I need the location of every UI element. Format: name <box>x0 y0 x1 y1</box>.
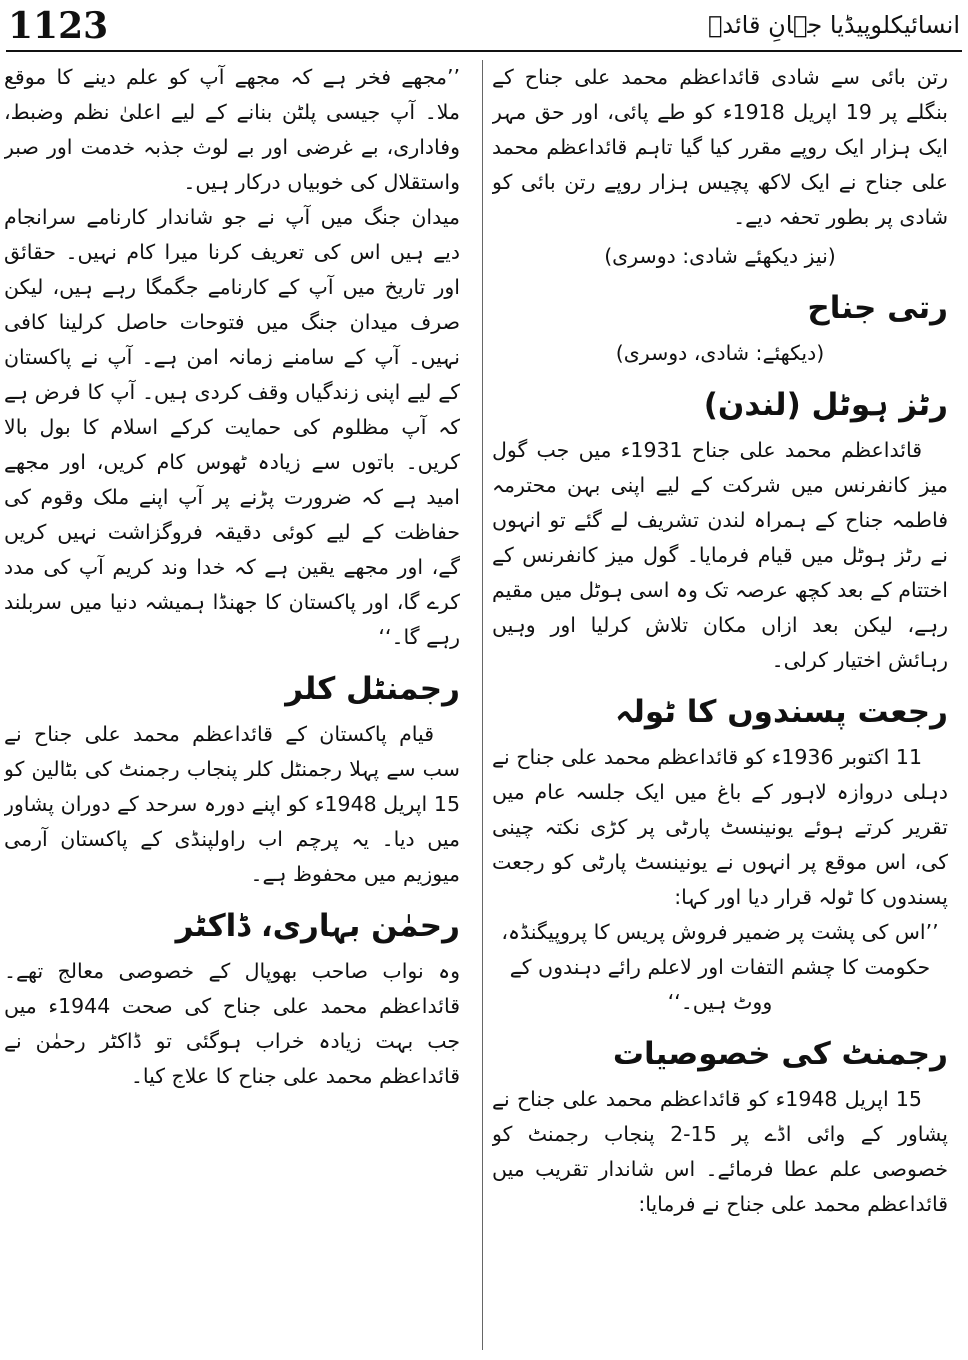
heading-reactionaries: رجعت پسندوں کا ٹولہ <box>615 694 948 730</box>
heading-ritz-hotel: رٹز ہوٹل (لندن) <box>703 387 948 423</box>
header-rule <box>6 50 962 52</box>
entry-regiment-paragraph: 15 اپریل 1948ء کو قائداعظم محمد علی جناح نے پشاور کے وائی اڈے پر 15-2 پنجاب رجمنٹ کو خصوصی علم عطا فرمائے۔ اس شاندار تقریب میں قائداعظم محمد علی جناح نے فرمایا: <box>492 1087 948 1216</box>
see-also-reference-ratti: (دیکھئے: شادی، دوسری) <box>615 341 825 365</box>
entry-ritz-paragraph: قائداعظم محمد علی جناح 1931ء میں جب گول میز کانفرنس میں شرکت کے لیے اپنی بہن محترمہ فاطمہ جناح کے ہمراہ لندن تشریف لے گئے تو انہوں نے رٹز ہوٹل میں قیام فرمایا۔ گول میز کانفرنس کے اختتام کے بعد کچھ عرصہ تک وہ اسی ہوٹل میں مقیم رہے، لیکن بعد ازاں مکان تلاش کرلیا اور وہیں رہائش اختیار کرلی۔ <box>492 438 948 672</box>
page-number: 1123 <box>8 5 109 47</box>
heading-regimental-colour: رجمنٹل کلر <box>285 671 460 707</box>
entry-reactionaries-quote: ’’اس کی پشت پر ضمیر فروش پریس کا پروپیگنڈہ، حکومت کا چشم التفات اور لاعلم رائے دہندوں کے ووٹ ہیں۔‘‘ <box>501 920 939 1014</box>
regiment-quote-part1: ’’مجھے فخر ہے کہ مجھے آپ کو علم دینے کا موقع ملا۔ آپ جیسی پلٹن بنانے کے لیے اعلیٰ نظم وضبط، وفاداری، بے غرضی اور بے لوث جذبہ خدمت اور صبر واستقلال کی خوبیاں درکار ہیں۔ <box>4 65 460 194</box>
heading-rahman-bihari: رحمٰن بہاری، ڈاکٹر <box>175 908 460 944</box>
entry-rahman-paragraph: وہ نواب صاحب بھوپال کے خصوصی معالج تھے۔ قائداعظم محمد علی جناح کی صحت 1944ء میں جب بہت زیادہ خراب ہوگئی تو ڈاکٹر رحمٰن نے قائداعظم محمد علی جناح کا علاج کیا۔ <box>4 959 460 1088</box>
entry-rattan-paragraph: رتن بائی سے شادی قائداعظم محمد علی جناح کے بنگلے پر 19 اپریل 1918ء کو طے پائی، اور حق مہر ایک ہزار ایک روپے مقرر کیا گیا تاہم قائداعظم محمد علی جناح نے ایک لاکھ پچیس ہزار روپے رتن بائی کو شادی پر بطور تحفہ دیے۔ <box>492 65 948 229</box>
entry-regimental-colour-paragraph: قیام پاکستان کے قائداعظم محمد علی جناح نے سب سے پہلا رجمنٹل کلر پنجاب رجمنٹ کی بٹالین کو 15 اپریل 1948ء کو اپنے دورہ سرحد کے دوران پشاور میں دیا۔ یہ پرچم اب راولپنڈی کے پاکستان آرمی میوزیم میں محفوظ ہے۔ <box>4 722 460 886</box>
column-divider <box>482 60 483 1350</box>
right-column <box>492 60 948 1356</box>
see-also-reference: (نیز دیکھئے شادی: دوسری) <box>604 244 836 268</box>
regiment-quote-part2: میدان جنگ میں آپ نے جو شاندار کارنامے سرانجام دیے ہیں اس کی تعریف کرنا میرا کام نہیں۔ حقائق اور تاریخ میں آپ کے کارنامے جگمگا رہے ہیں، لیکن صرف میدان جنگ میں فتوحات حاصل کرلینا کافی نہیں۔ آپ کے سامنے زمانہ امن ہے۔ آپ نے پاکستان کے لیے اپنی زندگیاں وقف کردی ہیں۔ آپ کا فرض ہے کہ آپ مظلوم کی حمایت کرکے اسلام کا بول بالا کریں۔ باتوں سے زیادہ ٹھوس کام کریں، اور مجھے امید ہے کہ ضرورت پڑنے پر آپ اپنے ملک وقوم کی حفاظت کے لیے کوئی دقیقہ فروگزاشت نہیں کریں گے، اور مجھے یقین ہے کہ خدا وند کریم آپ کی مدد کرے گا، اور پاکستان کا جھنڈا ہمیشہ دنیا میں سربلند رہے گا۔‘‘ <box>4 205 460 649</box>
heading-ratti-jinnah: رتی جناح <box>807 290 948 326</box>
heading-regiment-features: رجمنٹ کی خصوصیات <box>612 1036 948 1072</box>
left-column <box>4 60 460 1356</box>
running-title: انسائیکلوپیڈیا جہانِ قائدؒ <box>708 11 960 39</box>
entry-reactionaries-paragraph: 11 اکتوبر 1936ء کو قائداعظم محمد علی جناح نے دہلی دروازہ لاہور کے باغ میں ایک جلسہ عام میں تقریر کرتے ہوئے یونینسٹ پارٹی پر کڑی نکتہ چینی کی، اس موقع پر انہوں نے یونینسٹ پارٹی کو رجعت پسندوں کا ٹولہ قرار دیا اور کہا: <box>492 745 948 909</box>
